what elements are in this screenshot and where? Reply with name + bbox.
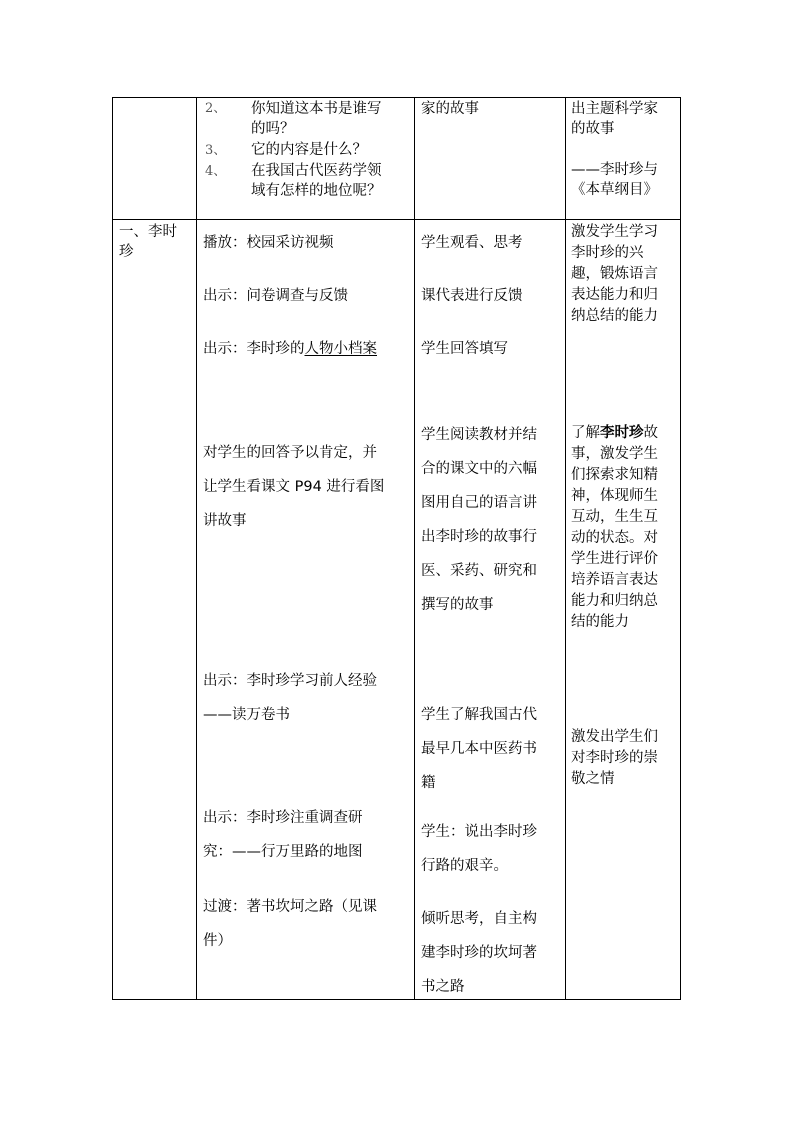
question-line: 在我国古代医药学领 <box>251 163 382 179</box>
question-line: 域有怎样的地位呢？ <box>251 183 382 199</box>
teacher-activity: 让学生看课文 P94 进行看图 <box>203 479 385 495</box>
column-divider <box>565 98 566 999</box>
student-activity: 倾听思考，自主构 <box>421 911 537 927</box>
purpose-line: 李时珍的兴 <box>571 245 644 261</box>
profile-link-text: 人物小档案 <box>304 341 377 357</box>
student-activity: 学生：说出李时珍 <box>421 824 537 840</box>
student-activity: 行路的艰辛。 <box>421 858 508 874</box>
purpose-line: 培养语言表达 <box>571 572 658 588</box>
column-divider <box>196 98 197 999</box>
teacher-activity: 讲故事 <box>203 513 247 529</box>
purpose-line: 结的能力 <box>571 614 629 630</box>
teacher-activity: 对学生的回答予以肯定，并 <box>203 445 377 461</box>
purpose-line: 激发学生学习 <box>571 224 658 240</box>
teacher-activity: ——读万卷书 <box>203 707 290 723</box>
name-emphasis: 李时珍 <box>600 425 644 441</box>
student-activity: 建李时珍的坎坷著 <box>421 945 537 961</box>
purpose-line: ——李时珍与 <box>571 162 658 178</box>
student-activity: 籍 <box>421 775 436 791</box>
item-number: 3、 <box>205 143 227 158</box>
student-activity: 合的课文中的六幅 <box>421 461 537 477</box>
purpose-line: 敬之情 <box>571 771 615 787</box>
teacher-activity: 出示：李时珍注重调查研 <box>203 810 363 826</box>
purpose-line: 动的状态。对 <box>571 530 658 546</box>
student-activity: 课代表进行反馈 <box>421 288 523 304</box>
purpose-line: 出主题科学家 <box>571 101 658 117</box>
column-divider <box>414 98 415 999</box>
purpose-line: 事，激发学生 <box>571 446 658 462</box>
teacher-activity: 出示：李时珍的人物小档案 <box>203 341 377 357</box>
teacher-activity: 件） <box>203 933 232 949</box>
purpose-line: 的故事 <box>571 121 615 137</box>
question-line: 的吗？ <box>251 121 295 137</box>
question-line: 你知道这本书是谁写 <box>251 101 382 117</box>
purpose-line: 了解李时珍故 <box>571 425 658 441</box>
purpose-line: 纳总结的能力 <box>571 308 658 324</box>
purpose-line: 能力和归纳总 <box>571 593 658 609</box>
student-activity: 撰写的故事 <box>421 597 494 613</box>
purpose-line: 表达能力和归 <box>571 287 658 303</box>
student-activity: 学生阅读教材并结 <box>421 427 537 443</box>
student-activity: 学生回答填写 <box>421 341 508 357</box>
purpose-line: 趣，锻炼语言 <box>571 266 658 282</box>
teacher-activity: 出示：李时珍学习前人经验 <box>203 673 377 689</box>
item-number: 4、 <box>205 164 227 179</box>
purpose-line: 对李时珍的崇 <box>571 750 658 766</box>
purpose-line: 们探索求知精 <box>571 467 658 483</box>
purpose-line: 神，体现师生 <box>571 488 658 504</box>
item-number: 2、 <box>205 101 227 116</box>
purpose-line: 学生进行评价 <box>571 551 658 567</box>
student-activity: 书之路 <box>421 979 465 995</box>
student-activity: 最早几本中医药书 <box>421 741 537 757</box>
student-activity: 出李时珍的故事行 <box>421 529 537 545</box>
question-line: 它的内容是什么？ <box>251 142 367 158</box>
student-activity: 学生了解我国古代 <box>421 707 537 723</box>
section-title: 珍 <box>119 244 134 260</box>
teacher-activity: 播放：校园采访视频 <box>203 235 334 251</box>
student-activity: 家的故事 <box>421 101 479 117</box>
lesson-plan-table <box>112 97 681 1000</box>
book-title: 《本草纲目》 <box>571 182 658 198</box>
teacher-activity: 出示：问卷调查与反馈 <box>203 288 348 304</box>
teacher-activity: 究：——行万里路的地图 <box>203 844 363 860</box>
row-divider <box>113 219 680 220</box>
teacher-activity: 过渡：著书坎坷之路（见课 <box>203 899 377 915</box>
purpose-line: 激发出学生们 <box>571 729 658 745</box>
student-activity: 学生观看、思考 <box>421 235 523 251</box>
purpose-line: 互动，生生互 <box>571 509 658 525</box>
section-title: 一、李时 <box>119 224 177 240</box>
student-activity: 医、采药、研究和 <box>421 563 537 579</box>
student-activity: 图用自己的语言讲 <box>421 495 537 511</box>
